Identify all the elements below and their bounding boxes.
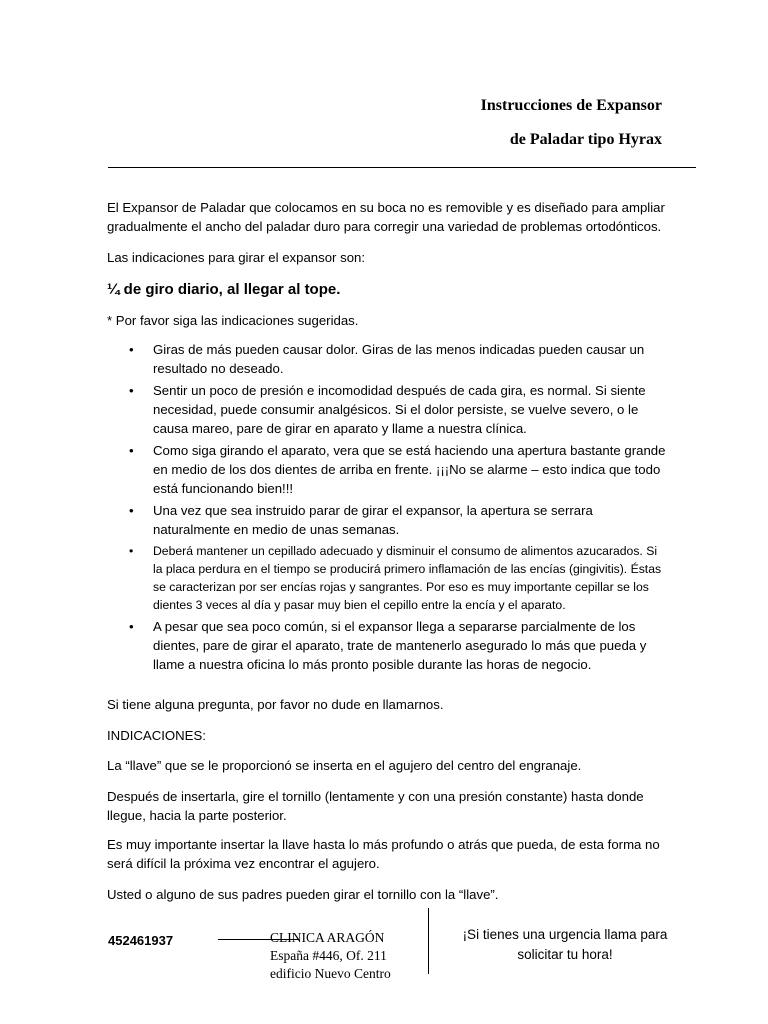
bullet-icon: • (129, 544, 134, 558)
bullet-icon: • (129, 619, 134, 634)
bullet-icon: • (129, 342, 134, 357)
bullet-icon: • (129, 443, 134, 458)
urgent-notice (440, 925, 690, 965)
urgent-line-1: ¡Si tienes una urgencia llama para (462, 927, 668, 942)
list-item: • Una vez que sea instruido parar de girar el expansor, la apertura se serrara naturalmente en medio de unas semanas. (129, 503, 593, 537)
clinic-address: España #446, Of. 211 (270, 948, 387, 963)
usted-paragraph: Usted o alguno de sus padres pueden girar el tornillo con la “llave”. (107, 887, 499, 902)
llave-paragraph: La “llave” que se le proporcionó se inserta en el agujero del centro del engranaje. (107, 758, 582, 773)
pregunta-paragraph: Si tiene alguna pregunta, por favor no dude en llamarnos. (107, 697, 444, 712)
recommendations-list (107, 340, 667, 677)
clinic-name: CLINICA ARAGÓN (270, 930, 385, 945)
bullet-icon: • (129, 503, 134, 518)
intro-paragraph: El Expansor de Paladar que colocamos en su boca no es removible y es diseñado para ampliar gradualmente el ancho del paladar duro para corregir una variedad de problemas ortodónticos. (107, 200, 665, 234)
indicaciones-heading: INDICACIONES: (107, 728, 206, 743)
phone-number: 452461937 (108, 933, 174, 948)
list-item: • A pesar que sea poco común, si el expansor llega a separarse parcialmente de los dientes, pare de girar el aparato, trate de mantenerlo asegurado lo más que pueda y llame a nuestra oficina lo más pronto posible durante las horas de negocio. (129, 619, 647, 672)
despues-paragraph: Después de insertarla, gire el tornillo (lentamente y con una presión constante) hasta donde llegue, hacia la parte posterior. (107, 789, 644, 823)
title-line-1: Instrucciones de Expansor (480, 97, 662, 114)
list-item: • Como siga girando el aparato, vera que se está haciendo una apertura bastante grande en medio de los dos dientes de arriba en frente. ¡¡¡No se alarme – esto indica que todo está funcionando bien!!! (129, 443, 666, 496)
importante-paragraph: Es muy importante insertar la llave hasta lo más profundo o atrás que pueda, de esta forma no será difícil la próxima vez encontrar el agujero. (107, 837, 660, 871)
list-item: • Giras de más pueden causar dolor. Giras de las menos indicadas pueden causar un resultado no deseado. (129, 342, 645, 376)
giro-instruction: ¼ de giro diario, al llegar al tope. (107, 281, 341, 298)
indicaciones-intro: Las indicaciones para girar el expansor son: (107, 250, 366, 265)
bullet-icon: • (129, 383, 134, 398)
header-divider (108, 167, 696, 168)
clinic-info (270, 929, 391, 983)
list-item: • Deberá mantener un cepillado adecuado y disminuir el consumo de alimentos azucarados. Si la placa perdura en el tiempo se producirá primero inflamación de las encías (gingivitis). Éstas se caracterizan por ser encías rojas y sangrantes. Por eso es muy importante cepillar se los dientes 3 veces al día y pasar muy bien el cepillo entre la encía y el aparato. (129, 544, 662, 612)
favor-note: * Por favor siga las indicaciones sugeridas. (107, 313, 359, 328)
urgent-line-2: solicitar tu hora! (517, 947, 613, 962)
list-item: • Sentir un poco de presión e incomodidad después de cada gira, es normal. Si siente necesidad, puede consumir analgésicos. Si el dolor persiste, se vuelve severo, o le causa mareo, pare de girar en aparato y llame a nuestra clínica. (129, 383, 646, 436)
clinic-building: edificio Nuevo Centro (270, 966, 391, 981)
footer-vertical-divider (428, 908, 429, 974)
title-line-2: de Paladar tipo Hyrax (509, 131, 662, 148)
